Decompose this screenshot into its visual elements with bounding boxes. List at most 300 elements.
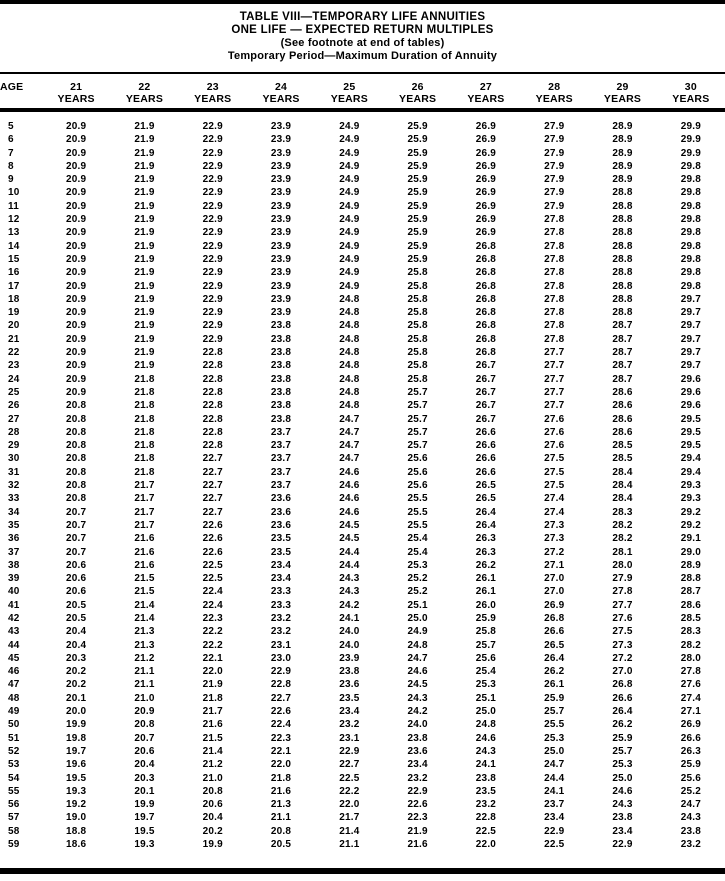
year-number: 24 [274,81,288,93]
multiple-cell: 25.6 [407,466,428,478]
age-cell: 47 [8,679,20,691]
multiple-cell: 28.9 [680,559,701,571]
multiple-cell: 21.5 [134,586,155,598]
multiple-cell: 21.7 [134,493,155,505]
multiple-cell: 27.4 [544,493,565,505]
multiple-cell: 24.3 [612,799,633,811]
multiple-cell: 21.8 [134,386,155,398]
multiple-cell: 25.7 [407,413,428,425]
multiple-cell: 27.8 [544,253,565,265]
multiple-cell: 21.8 [134,400,155,412]
multiple-cell: 25.8 [407,333,428,345]
multiple-cell: 28.5 [612,440,633,452]
table-row [0,559,725,572]
multiple-cell: 23.7 [270,440,292,452]
multiple-cell: 20.3 [66,652,87,664]
multiple-cell: 27.8 [544,280,565,292]
multiple-cell: 28.8 [612,214,633,226]
multiple-cell: 22.6 [407,799,428,811]
multiple-cell: 27.4 [544,506,565,518]
age-cell: 57 [8,812,20,824]
multiple-cell: 20.9 [66,333,87,345]
table-body [0,110,725,851]
multiple-cell: 26.8 [475,333,497,345]
table-row [0,373,725,386]
multiple-cell: 26.2 [612,719,633,731]
table-row [0,186,725,199]
multiple-cell: 25.5 [407,506,428,518]
year-column-header [42,74,110,110]
year-unit-label: YEARS [125,93,164,105]
multiple-cell: 20.9 [134,706,155,718]
multiple-cell: 22.9 [202,253,223,265]
multiple-cell: 25.3 [475,679,497,691]
multiple-cell: 29.8 [680,174,701,186]
multiple-cell: 23.8 [270,386,292,398]
multiple-cell: 20.5 [270,839,292,851]
multiple-cell: 29.8 [680,200,701,212]
age-cell: 17 [8,280,20,292]
multiple-cell: 22.7 [202,506,223,518]
multiple-cell: 29.5 [680,426,701,438]
table-row [0,639,725,652]
multiple-cell: 22.5 [339,772,360,784]
multiple-cell: 20.8 [134,719,155,731]
table-row [0,492,725,505]
table-row [0,399,725,412]
multiple-cell: 26.3 [680,745,701,757]
multiple-cell: 28.9 [612,174,633,186]
multiple-cell: 25.9 [407,227,428,239]
multiple-cell: 29.7 [680,333,701,345]
multiple-cell: 21.5 [202,732,223,744]
multiple-cell: 23.6 [339,679,360,691]
header-row [0,74,725,110]
table-row [0,506,725,519]
multiple-cell: 21.9 [134,200,155,212]
multiple-cell: 24.6 [612,785,633,797]
multiple-cell: 21.9 [134,121,155,132]
multiple-cell: 27.9 [544,160,565,172]
multiple-cell: 25.9 [407,200,428,212]
age-cell: 13 [8,227,20,239]
multiple-cell: 27.3 [612,639,633,651]
year-column-header [315,74,383,110]
multiple-cell: 20.6 [66,586,87,598]
multiple-cell: 21.9 [134,214,155,226]
multiple-cell: 25.8 [407,373,428,385]
age-cell: 40 [8,586,20,598]
multiple-cell: 23.2 [680,839,701,851]
multiple-cell: 26.7 [475,373,497,385]
table-row [0,266,725,279]
multiple-cell: 25.7 [612,745,633,757]
age-cell: 5 [8,121,14,132]
multiple-cell: 29.7 [680,307,701,319]
age-cell: 10 [8,187,20,199]
multiple-cell: 27.2 [544,546,565,558]
multiple-cell: 21.6 [202,719,223,731]
multiple-cell: 26.4 [475,519,497,531]
table-row [0,652,725,665]
table-row [0,306,725,319]
multiple-cell: 24.9 [339,253,360,265]
multiple-cell: 27.8 [680,666,701,678]
multiple-cell: 22.9 [202,227,223,239]
multiple-cell: 22.7 [202,453,223,465]
multiple-cell: 29.5 [680,440,701,452]
multiple-cell: 27.4 [680,692,701,704]
multiple-cell: 20.4 [134,759,155,771]
age-cell: 15 [8,253,20,265]
multiple-cell: 28.7 [612,320,633,332]
multiple-cell: 28.7 [612,373,633,385]
age-cell: 33 [8,493,20,505]
multiple-cell: 25.8 [407,360,428,372]
multiple-cell: 25.6 [680,772,701,784]
multiple-cell: 26.8 [475,267,497,279]
age-cell: 16 [8,267,20,279]
multiple-cell: 25.9 [407,240,428,252]
multiple-cell: 26.9 [475,160,497,172]
multiple-cell: 21.9 [134,134,155,146]
multiple-cell: 19.2 [66,799,87,811]
multiple-cell: 19.9 [202,839,223,851]
age-cell: 49 [8,706,20,718]
year-number: 23 [206,81,219,93]
multiple-cell: 23.9 [270,121,292,132]
multiple-cell: 24.9 [339,174,360,186]
multiple-cell: 24.8 [339,347,360,359]
age-cell: 34 [8,506,20,518]
multiple-cell: 25.4 [407,533,428,545]
multiple-cell: 23.8 [270,400,292,412]
multiple-cell: 25.3 [544,732,565,744]
multiple-cell: 23.7 [270,466,292,478]
multiple-cell: 23.2 [475,799,497,811]
multiple-cell: 29.4 [680,466,701,478]
table-row [0,772,725,785]
multiple-cell: 28.3 [612,506,633,518]
multiple-cell: 25.8 [407,293,428,305]
multiple-cell: 22.8 [202,347,223,359]
multiple-cell: 29.2 [680,519,701,531]
multiple-cell: 26.9 [475,134,497,146]
multiple-cell: 28.2 [612,533,633,545]
multiple-cell: 22.3 [202,612,223,624]
multiple-cell: 25.3 [407,559,428,571]
table-row [0,319,725,332]
multiple-cell: 20.9 [66,174,87,186]
age-cell: 42 [8,612,20,624]
multiple-cell: 20.2 [202,825,223,837]
age-cell: 52 [8,745,20,757]
multiple-cell: 29.7 [680,320,701,332]
multiple-cell: 21.7 [134,506,155,518]
year-column-header [452,74,520,110]
multiple-cell: 23.8 [270,347,292,359]
multiple-cell: 28.3 [680,626,701,638]
table-row [0,280,725,293]
multiple-cell: 24.3 [475,745,497,757]
multiple-cell: 21.9 [134,293,155,305]
multiple-cell: 20.7 [134,732,155,744]
age-cell: 39 [8,573,20,585]
age-cell: 58 [8,825,20,837]
multiple-cell: 29.7 [680,347,701,359]
multiple-cell: 28.8 [612,307,633,319]
multiple-cell: 29.6 [680,400,701,412]
year-column-header [588,74,656,110]
age-cell: 9 [8,174,14,186]
table-row [0,625,725,638]
multiple-cell: 28.8 [612,293,633,305]
multiple-cell: 27.5 [612,626,633,638]
multiple-cell: 28.2 [612,519,633,531]
multiple-cell: 28.8 [612,240,633,252]
multiple-cell: 20.3 [134,772,155,784]
multiple-cell: 28.4 [612,480,633,492]
multiple-cell: 25.6 [475,652,497,664]
multiple-cell: 28.0 [680,652,701,664]
multiple-cell: 27.9 [544,200,565,212]
table-row [0,718,725,731]
table-row [0,758,725,771]
multiple-cell: 22.9 [202,333,223,345]
table-row [0,226,725,239]
multiple-cell: 24.2 [407,706,428,718]
multiple-cell: 26.1 [475,586,497,598]
multiple-cell: 24.9 [339,160,360,172]
multiple-cell: 26.8 [475,320,497,332]
multiple-cell: 24.9 [339,147,360,159]
multiple-cell: 21.8 [134,440,155,452]
multiple-cell: 24.8 [339,333,360,345]
table-row [0,160,725,173]
age-cell: 35 [8,519,20,531]
table-row [0,253,725,266]
multiple-cell: 23.9 [270,134,292,146]
year-unit-label: YEARS [330,93,368,105]
multiple-cell: 28.8 [612,280,633,292]
multiple-cell: 23.5 [339,692,360,704]
multiple-cell: 25.6 [407,480,428,492]
multiple-cell: 21.2 [134,652,155,664]
multiple-cell: 23.9 [270,214,292,226]
multiple-cell: 22.8 [202,426,223,438]
multiple-cell: 29.8 [680,280,701,292]
multiple-cell: 23.1 [270,639,292,651]
multiple-cell: 22.5 [202,573,223,585]
multiple-cell: 22.9 [202,147,223,159]
multiple-cell: 22.9 [202,174,223,186]
table-row [0,546,725,559]
multiple-cell: 21.8 [270,772,292,784]
multiple-cell: 25.5 [407,493,428,505]
multiple-cell: 22.9 [202,134,223,146]
multiple-cell: 19.0 [66,812,87,824]
multiple-cell: 25.8 [407,347,428,359]
multiple-cell: 22.0 [202,666,223,678]
multiple-cell: 19.7 [66,745,87,757]
multiple-cell: 22.0 [475,839,497,851]
multiple-cell: 20.8 [66,400,87,412]
multiple-cell: 20.7 [66,519,87,531]
multiple-cell: 27.2 [612,652,633,664]
multiple-cell: 29.9 [680,134,701,146]
multiple-cell: 24.4 [544,772,565,784]
multiple-cell: 21.4 [339,825,360,837]
multiple-cell: 23.9 [270,200,292,212]
multiple-cell: 25.0 [544,745,565,757]
multiple-cell: 29.4 [680,453,701,465]
multiple-cell: 26.2 [475,559,497,571]
multiple-cell: 24.5 [339,519,360,531]
multiple-cell: 24.9 [339,280,360,292]
multiple-cell: 24.9 [339,134,360,146]
multiple-cell: 27.7 [544,347,565,359]
table-head [0,74,725,110]
multiple-cell: 20.8 [66,440,87,452]
multiple-cell: 23.9 [270,293,292,305]
year-number: 21 [70,81,83,93]
multiple-cell: 21.9 [134,360,155,372]
multiple-cell: 23.8 [407,732,428,744]
multiple-cell: 29.9 [680,121,701,132]
year-unit-label: YEARS [57,93,95,105]
multiple-cell: 20.9 [66,200,87,212]
multiple-cell: 25.9 [407,174,428,186]
multiple-cell: 22.6 [202,519,223,531]
table-row [0,705,725,718]
multiple-cell: 22.7 [339,759,360,771]
multiple-cell: 23.9 [270,267,292,279]
multiple-cell: 22.8 [270,679,292,691]
multiple-cell: 20.8 [66,480,87,492]
multiple-cell: 19.5 [66,772,87,784]
multiple-cell: 25.4 [407,546,428,558]
multiple-cell: 27.6 [680,679,701,691]
table-row [0,426,725,439]
multiple-cell: 27.9 [544,121,565,132]
multiple-cell: 22.9 [202,267,223,279]
multiple-cell: 20.7 [66,546,87,558]
age-cell: 38 [8,559,20,571]
multiple-cell: 28.6 [612,426,633,438]
multiple-cell: 21.4 [202,745,223,757]
multiple-cell: 22.9 [612,839,633,851]
multiple-cell: 25.9 [680,759,701,771]
multiple-cell: 22.5 [202,559,223,571]
multiple-cell: 20.4 [66,639,87,651]
multiple-cell: 21.9 [134,267,155,279]
table-row [0,519,725,532]
multiple-cell: 24.6 [339,466,360,478]
multiple-cell: 29.3 [680,480,701,492]
table-row [0,452,725,465]
multiple-cell: 20.4 [202,812,223,824]
multiple-cell: 26.6 [612,692,633,704]
year-unit-label: YEARS [535,93,573,105]
multiple-cell: 27.3 [544,533,565,545]
multiple-cell: 25.6 [407,453,428,465]
multiple-cell: 21.9 [202,679,223,691]
multiple-cell: 22.5 [544,839,565,851]
multiple-cell: 22.9 [202,293,223,305]
multiple-cell: 21.9 [134,347,155,359]
multiple-cell: 28.8 [612,200,633,212]
multiple-cell: 21.8 [202,692,223,704]
multiple-cell: 24.0 [339,626,360,638]
multiple-cell: 23.8 [612,812,633,824]
multiple-cell: 26.8 [475,307,497,319]
multiple-cell: 28.8 [612,267,633,279]
age-cell: 11 [8,200,19,212]
multiple-cell: 23.8 [475,772,497,784]
multiple-cell: 23.5 [270,533,292,545]
multiple-cell: 21.8 [134,466,155,478]
multiple-cell: 22.8 [202,413,223,425]
multiple-cell: 28.9 [612,160,633,172]
multiple-cell: 29.3 [680,493,701,505]
age-cell: 24 [8,373,20,385]
table-row [0,692,725,705]
age-cell: 12 [8,214,20,226]
year-number: 27 [479,81,492,93]
table-row [0,585,725,598]
year-number: 22 [138,81,151,93]
table-row [0,838,725,851]
age-cell: 21 [8,333,20,345]
multiple-cell: 26.8 [612,679,633,691]
age-cell: 18 [8,293,20,305]
multiple-cell: 21.9 [134,253,155,265]
multiple-cell: 20.9 [66,373,87,385]
age-cell: 44 [8,639,20,651]
year-column-header [110,74,178,110]
age-cell: 43 [8,626,20,638]
multiple-cell: 29.8 [680,160,701,172]
multiple-cell: 26.7 [475,400,497,412]
multiple-cell: 28.8 [612,187,633,199]
age-cell: 41 [8,599,20,611]
multiple-cell: 20.9 [66,347,87,359]
multiple-cell: 29.8 [680,267,701,279]
multiple-cell: 27.8 [544,333,565,345]
multiple-cell: 20.9 [66,307,87,319]
multiple-cell: 22.7 [202,493,223,505]
multiple-cell: 21.4 [134,599,155,611]
multiple-cell: 20.9 [66,121,87,132]
multiple-cell: 23.4 [407,759,428,771]
multiple-cell: 22.3 [407,812,428,824]
multiple-cell: 22.8 [202,440,223,452]
multiple-cell: 21.3 [134,626,155,638]
table-row [0,572,725,585]
table-row [0,359,725,372]
multiple-cell: 20.9 [66,227,87,239]
multiple-cell: 22.8 [202,373,223,385]
multiple-cell: 22.7 [270,692,292,704]
year-number: 28 [548,81,561,93]
table-row [0,333,725,346]
age-cell: 36 [8,533,20,545]
multiple-cell: 25.9 [475,612,497,624]
multiple-cell: 22.9 [202,240,223,252]
multiple-cell: 25.0 [407,612,428,624]
multiple-cell: 24.3 [339,573,360,585]
table-row [0,386,725,399]
